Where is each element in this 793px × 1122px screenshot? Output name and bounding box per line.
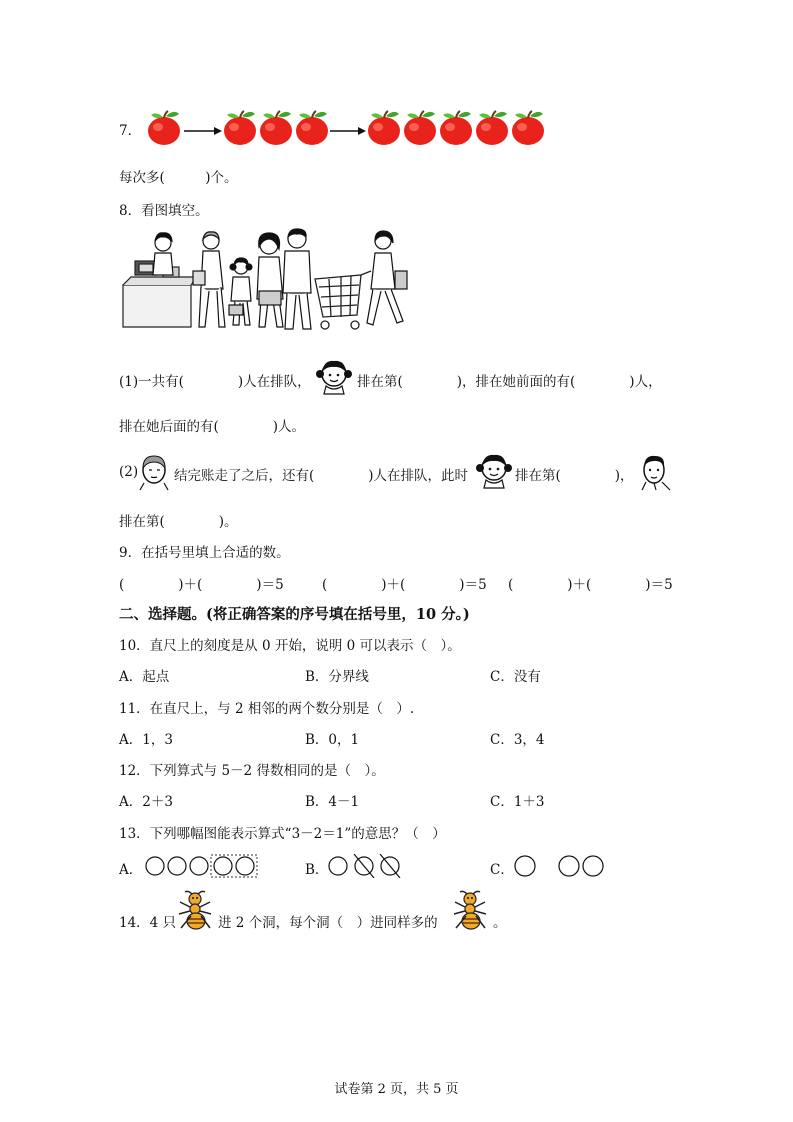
- section2-heading: 二、选择题。(将正确答案的序号填在括号里，10 分。): [119, 606, 470, 623]
- cart-figure: [315, 271, 371, 329]
- q11-option-b: B．0，1: [305, 732, 360, 748]
- q13-option-a-figure: [145, 854, 259, 878]
- walking-woman-figure: [367, 231, 407, 325]
- cashier-figure: [153, 233, 173, 275]
- queue-illustration: [119, 227, 411, 333]
- q9-eq1: ( )＋( )＝5: [119, 577, 284, 593]
- page-footer: 试卷第 2 页，共 5 页: [334, 1082, 459, 1097]
- ant-icon: [451, 890, 491, 936]
- q10-option-a: A．起点: [119, 669, 170, 685]
- circle-icon: [559, 856, 579, 876]
- apple-icon: [260, 111, 292, 145]
- q12-option-a: A．2＋3: [119, 794, 173, 810]
- q8-p1-a: (1)一共有( )人在排队，: [119, 374, 311, 390]
- q8-p1-c: 排在她后面的有( )人。: [119, 419, 306, 435]
- q8-p2-d: 排在第( )。: [119, 514, 238, 530]
- circle-icon: [236, 857, 254, 875]
- q8-title: 8．看图填空。: [119, 203, 209, 219]
- q7-answer-line: 每次多( )个。: [119, 170, 238, 186]
- circle-icon: [168, 857, 186, 875]
- apple-icon: [440, 111, 472, 145]
- q12-option-c: C．1＋3: [490, 794, 545, 810]
- q9-eq2: ( )＋( )＝5: [322, 577, 487, 593]
- q10-option-b: B．分界线: [305, 669, 369, 685]
- circle-icon: [583, 856, 603, 876]
- q14-part-a: 14．4 只: [119, 915, 177, 931]
- apple-icon: [404, 111, 436, 145]
- q10-stem: 10．直尺上的刻度是从 0 开始，说明 0 可以表示（ ）。: [119, 638, 461, 654]
- q13-option-c-label: C．: [490, 862, 514, 878]
- girl-icon: [474, 450, 514, 490]
- apple-group-2: [224, 111, 328, 145]
- q8-p2-a: (2): [119, 464, 139, 480]
- circle-icon: [146, 857, 164, 875]
- man-icon: [636, 450, 676, 492]
- q9-title: 9．在括号里填上合适的数。: [119, 545, 290, 561]
- circle-icon: [190, 857, 208, 875]
- q13-stem: 13．下列哪幅图能表示算式“3－2＝1”的意思？（ ）: [119, 826, 446, 842]
- apple-icon: [512, 111, 544, 145]
- oldman-figure: [193, 232, 225, 327]
- q14-part-c: 。: [493, 915, 507, 931]
- circle-icon: [214, 857, 232, 875]
- man-figure: [283, 229, 311, 329]
- q11-option-c: C．3，4: [490, 732, 545, 748]
- q11-stem: 11．在直尺上，与 2 相邻的两个数分别是（ ）.: [119, 701, 415, 717]
- oldman-icon: [136, 450, 172, 492]
- apple-icon: [296, 111, 328, 145]
- woman-figure: [257, 233, 283, 327]
- q10-option-c: C．没有: [490, 669, 541, 685]
- q14-part-b: 进 2 个洞，每个洞（ ）进同样多的: [218, 915, 438, 931]
- apple-icon: [148, 111, 180, 145]
- arrow-icon: [330, 127, 366, 135]
- q12-option-b: B．4－1: [305, 794, 360, 810]
- girl-figure: [229, 258, 252, 325]
- q13-option-a-label: A．: [119, 862, 143, 878]
- q8-p1-b: 排在第( )，排在她前面的有( )人，: [357, 374, 662, 390]
- q13-option-c-figure: [513, 854, 607, 878]
- apple-group-1: [148, 111, 180, 145]
- apple-sequence: [146, 108, 546, 150]
- apple-group-3: [368, 111, 544, 145]
- q9-eq3: ( )＋( )＝5: [508, 577, 673, 593]
- girl-icon: [314, 356, 354, 396]
- apple-icon: [476, 111, 508, 145]
- q7-number: 7．: [119, 123, 142, 139]
- q8-p2-c: 排在第( )，: [515, 468, 634, 484]
- arrow-icon: [184, 127, 222, 135]
- circle-icon: [329, 857, 347, 875]
- apple-icon: [368, 111, 400, 145]
- q13-option-b-label: B．: [305, 862, 329, 878]
- q11-option-a: A．1，3: [119, 732, 173, 748]
- q8-p2-b: 结完账走了之后，还有( )人在排队，此时: [174, 468, 469, 484]
- q13-option-b-figure: [328, 854, 404, 878]
- q12-stem: 12．下列算式与 5－2 得数相同的是（ ）。: [119, 763, 385, 779]
- apple-icon: [224, 111, 256, 145]
- circle-icon: [515, 856, 535, 876]
- ant-icon: [176, 890, 216, 936]
